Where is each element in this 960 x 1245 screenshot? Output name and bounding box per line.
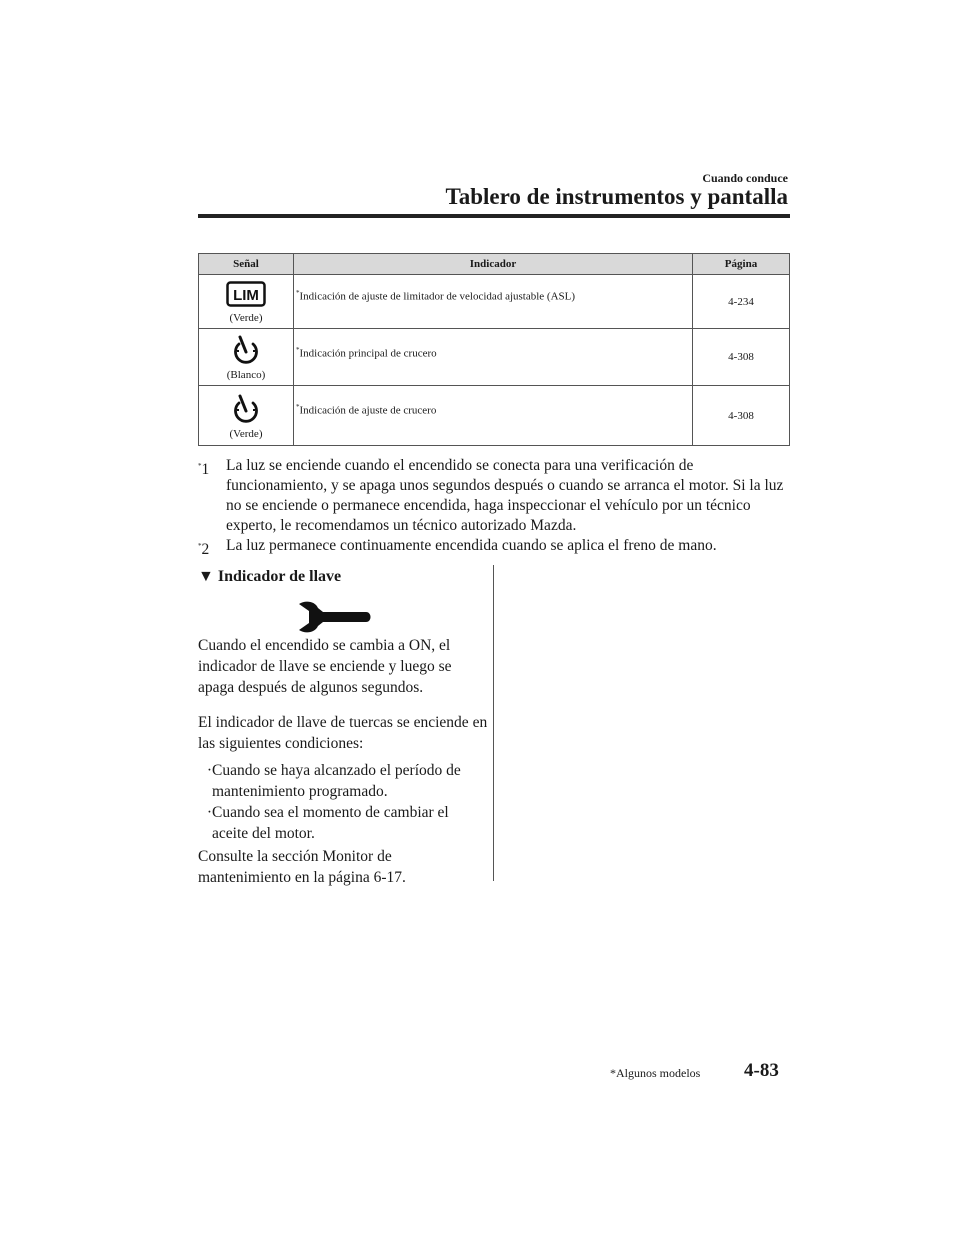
column-header-page: Página	[693, 254, 790, 275]
column-divider	[493, 565, 494, 881]
footnote-marker: *	[296, 289, 300, 297]
cruise-icon	[231, 393, 261, 423]
lim-icon	[226, 281, 266, 307]
color-label: (Verde)	[229, 311, 263, 324]
signal-cell	[199, 386, 294, 446]
page-cell: 4-234	[693, 275, 790, 329]
signal-cell	[199, 275, 294, 329]
footnote-number: 2	[201, 541, 210, 559]
indicator-cell	[294, 275, 693, 329]
section-arrow-icon: ▼	[198, 568, 214, 585]
header-rule	[198, 214, 790, 218]
indicator-cell	[294, 386, 693, 446]
lim-icon-text: LIM	[233, 286, 259, 304]
signal-cell	[199, 329, 294, 386]
list-item	[198, 760, 488, 802]
indicator-cell	[294, 329, 693, 386]
page-cell: 4-308	[693, 386, 790, 446]
table-row	[199, 386, 790, 446]
color-label: (Blanco)	[226, 369, 266, 381]
paragraph-3: Consulte la sección Monitor de mantenimiento en la página 6-17.	[198, 848, 406, 886]
footnote-2	[198, 536, 798, 560]
indicator-text: Indicación de ajuste de crucero	[299, 404, 437, 417]
list-item	[198, 802, 488, 844]
paragraph-1: Cuando el encendido se cambia a ON, el indicador de llave se enciende y luego se apaga después de algunos segundos.	[198, 637, 452, 696]
table-row	[199, 329, 790, 386]
column-header-indicator: Indicador	[294, 254, 693, 275]
footnote-marker: *	[296, 403, 300, 411]
footnote-marker: *	[198, 542, 202, 550]
running-header-section: Cuando conduce	[702, 171, 788, 185]
footnote-1	[198, 456, 798, 536]
bullet-icon: ·	[206, 804, 212, 821]
table-header-row	[199, 254, 790, 275]
footer-note: *Algunos modelos	[610, 1066, 701, 1080]
footnote-marker: *	[198, 462, 202, 470]
footnote-text: La luz permanece continuamente encendida cuando se aplica el freno de mano.	[226, 537, 717, 554]
footnote-number: 1	[201, 461, 210, 479]
table-row	[199, 275, 790, 329]
footnote-text: La luz se enciende cuando el encendido se conecta para una verificación de funcionamiento, y se apaga unos segundos después o cuando se arranca el motor. Si la luz no se enciende o permanece encendida, haga inspeccionar el vehículo por un técnico experto, le recomendamos un técnico autorizado Mazda.	[226, 457, 784, 534]
list-item-text: Cuando se haya alcanzado el período de mantenimiento programado.	[212, 762, 461, 800]
cruise-icon	[231, 334, 261, 364]
section-heading	[198, 568, 341, 586]
color-label: (Verde)	[229, 427, 263, 440]
indicator-text: Indicación principal de crucero	[299, 347, 437, 360]
indicator-table	[198, 253, 790, 446]
bullet-icon: ·	[206, 762, 212, 779]
page-cell: 4-308	[693, 329, 790, 386]
list-item-text: Cuando sea el momento de cambiar el aceite del motor.	[212, 804, 449, 842]
page-number: 4-83	[744, 1060, 779, 1081]
wrench-icon	[296, 600, 374, 634]
section-title: Indicador de llave	[217, 568, 342, 585]
page-title: Tablero de instrumentos y pantalla	[445, 184, 788, 209]
indicator-text: Indicación de ajuste de limitador de velocidad ajustable (ASL)	[299, 290, 576, 303]
footnote-marker: *	[296, 346, 300, 354]
paragraph-2: El indicador de llave de tuercas se enciende en las siguientes condiciones:	[198, 714, 488, 752]
column-header-signal: Señal	[199, 254, 294, 275]
